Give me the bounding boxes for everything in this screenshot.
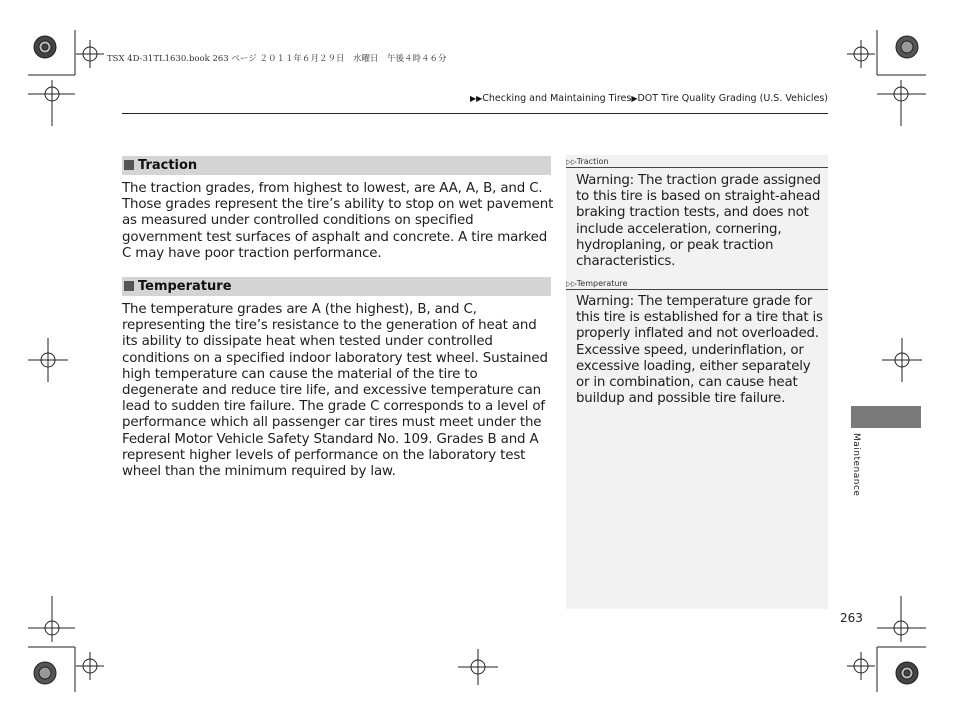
registration-mark-left-middle (26, 338, 70, 382)
note-arrow-icon: ▷▷ (566, 280, 577, 288)
section-heading-traction (122, 156, 551, 175)
note-label-text: Traction (576, 157, 609, 166)
print-header: TSX 4D-31TL1630.book 263 ページ ２０１１年６月２９日 水曜日 午後４時４６分 (107, 54, 447, 64)
section-heading-temperature (122, 277, 551, 296)
registration-mark-top-left (28, 30, 128, 130)
chapter-tab (851, 406, 921, 428)
section-body-traction: The traction grades, from highest to lowest, are AA, A, B, and C. Those grades represent the tire’s ability to stop on wet pavement as measured under controlled conditions on specified government test surfaces of asphalt and concrete. A tire marked C may have poor traction performance. (122, 181, 554, 261)
note-label-temperature (566, 279, 627, 288)
square-bullet-icon (124, 160, 134, 170)
note-arrow-icon: ▷▷ (566, 158, 577, 166)
note-text-temperature: Warning: The temperature grade for this tire is established for a tire that is properly inflated and not overloaded. Excessive speed, underinflation, or excessive loading, either separately or in combination, can cause heat buildup and possible tire failure. (576, 294, 823, 407)
registration-mark-bottom-right (826, 592, 926, 692)
breadcrumb-item-1: Checking and Maintaining Tires (482, 93, 632, 104)
registration-mark-right-middle (880, 338, 924, 382)
note-label-text: Temperature (576, 279, 628, 288)
breadcrumb-item-2: DOT Tire Quality Grading (U.S. Vehicles) (637, 93, 828, 104)
note-label-traction (566, 157, 608, 166)
chapter-tab-label: Maintenance (851, 433, 861, 497)
square-bullet-icon (124, 281, 134, 291)
triangle-icon: ▶ (631, 94, 638, 103)
breadcrumb (470, 93, 828, 104)
double-triangle-icon: ▶▶ (469, 94, 483, 103)
section-heading-label: Traction (138, 158, 198, 173)
note-rule (566, 289, 828, 290)
registration-mark-top-right (826, 30, 926, 130)
header-rule (122, 113, 828, 114)
section-heading-label: Temperature (138, 279, 232, 294)
page-number: 263 (840, 611, 863, 625)
registration-mark-bottom-left (28, 592, 128, 692)
note-rule (566, 167, 828, 168)
note-text-traction: Warning: The traction grade assigned to this tire is based on straight-ahead braking traction tests, and does not include acceleration, cornering, hydroplaning, or peak traction characteristics. (576, 173, 821, 270)
section-body-temperature: The temperature grades are A (the highest), B, and C, representing the tire’s resistance to the generation of heat and its ability to dissipate heat when tested under controlled conditions on a specified indoor laboratory test wheel. Sustained high temperature can cause the material of the tire to degenerate and reduce tire life, and excessive temperature can lead to sudden tire failure. The grade C corresponds to a level of performance which all passenger car tires must meet under the Federal Motor Vehicle Safety Standard No. 109. Grades B and A represent higher levels of performance on the laboratory test wheel than the minimum required by law. (122, 302, 548, 480)
registration-mark-bottom-center (456, 645, 500, 689)
